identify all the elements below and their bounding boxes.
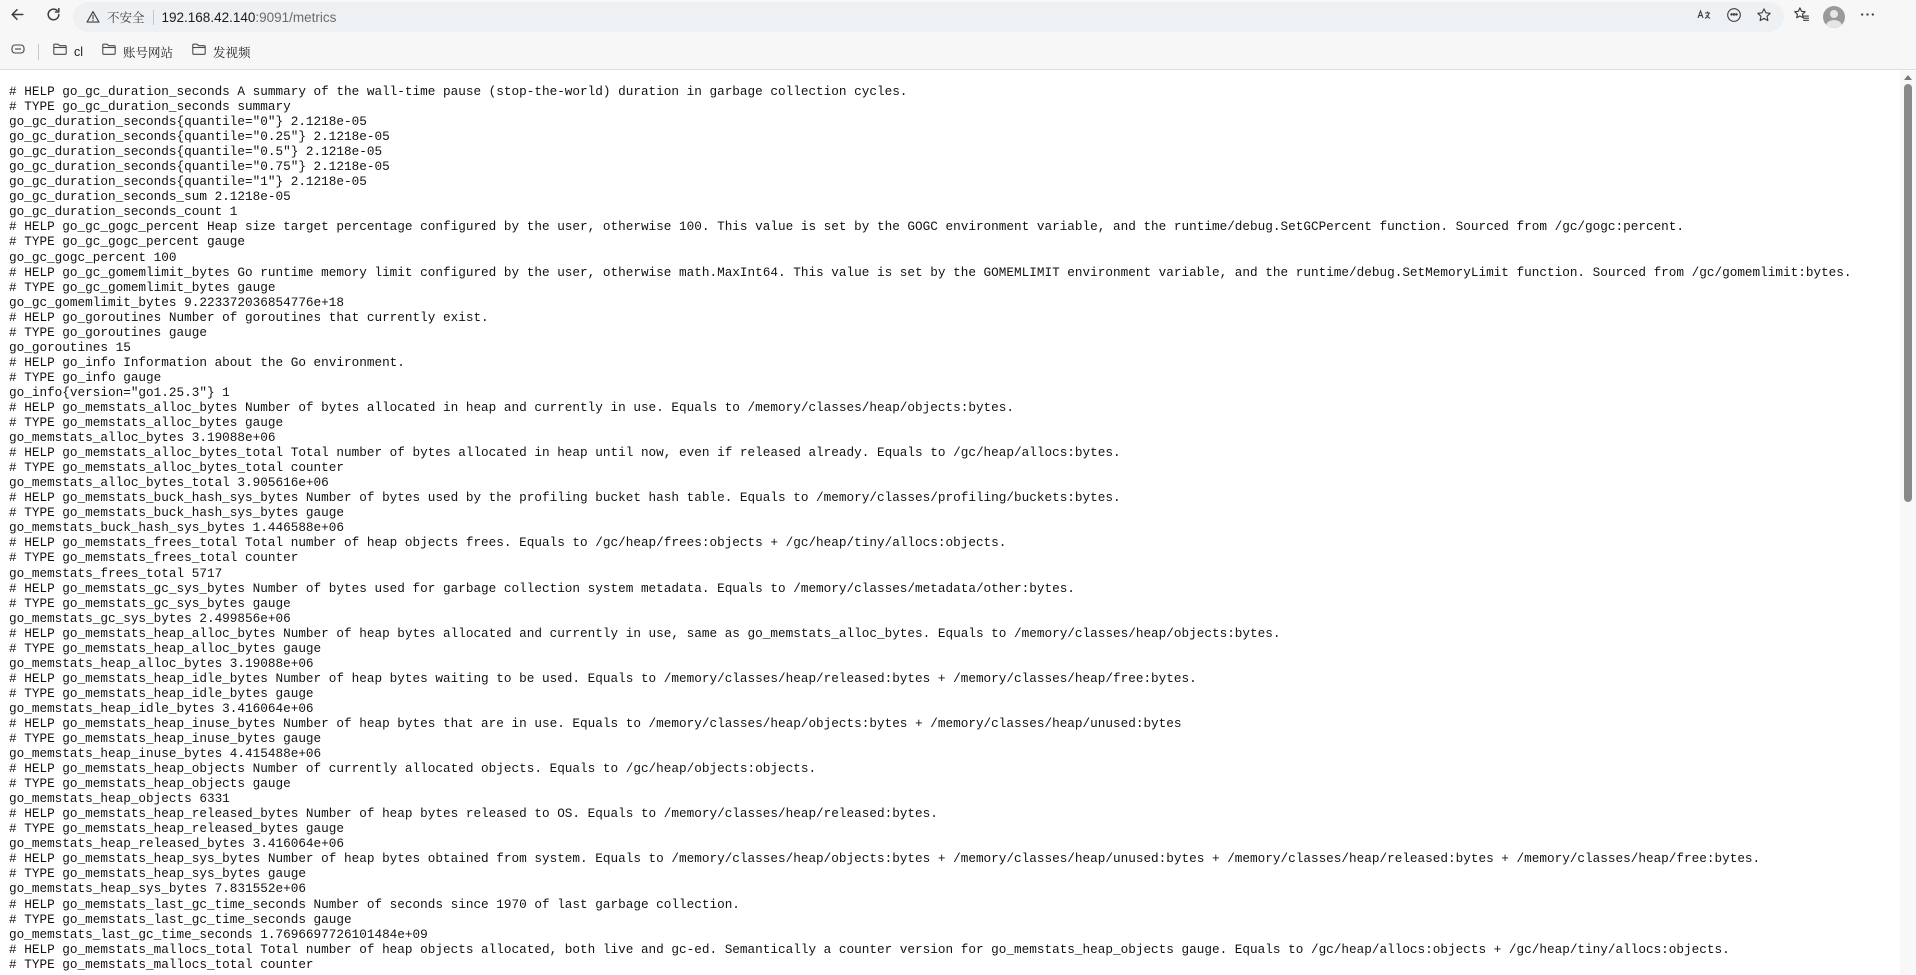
address-divider [153, 10, 154, 25]
metric-line: # TYPE go_memstats_heap_sys_bytes gauge [9, 866, 306, 882]
metric-line: # TYPE go_memstats_frees_total counter [9, 550, 299, 566]
bookmark-cl[interactable] [48, 39, 91, 65]
metric-line: # HELP go_memstats_gc_sys_bytes Number of bytes used for garbage collection system metadata. Equals to /memory/classes/metadata/other:bytes. [9, 580, 1075, 596]
metric-line: go_memstats_gc_sys_bytes 2.499856e+06 [9, 610, 291, 626]
metric-line: # TYPE go_memstats_buck_hash_sys_bytes gauge [9, 505, 345, 521]
favorite-button[interactable] [1750, 3, 1778, 31]
metric-line: go_gc_duration_seconds{quantile="0"} 2.1218e-05 [9, 114, 367, 130]
metric-line: # HELP go_memstats_heap_alloc_bytes Number of heap bytes allocated and currently in use, same as go_memstats_alloc_bytes. Equals to /memory/classes/heap/objects:bytes. [9, 625, 1281, 641]
metric-line: go_memstats_heap_inuse_bytes 4.415488e+06 [9, 746, 322, 762]
read-aloud-icon [1696, 7, 1712, 28]
metrics-text [9, 84, 1900, 972]
metric-line: # HELP go_memstats_alloc_bytes Number of bytes allocated in heap and currently in use. Equals to /memory/classes/heap/objects:bytes. [9, 399, 1015, 415]
back-button[interactable] [2, 2, 32, 32]
metric-line: # HELP go_gc_gogc_percent Heap size target percentage configured by the user, otherwise 100. This value is set by the GOGC environment variable, and the runtime/debug.SetGCPercent function. Sourced from /gc/gogc:percent. [9, 219, 1685, 235]
scroll-up-arrow-icon[interactable] [1904, 75, 1912, 80]
metric-line: go_gc_gomemlimit_bytes 9.223372036854776e+18 [9, 294, 345, 310]
favorites-icon [1793, 6, 1810, 28]
toolbar-right [1786, 2, 1882, 32]
metric-line: # HELP go_memstats_heap_released_bytes Number of heap bytes released to OS. Equals to /memory/classes/heap/released:bytes. [9, 806, 938, 822]
metric-line: # TYPE go_gc_duration_seconds summary [9, 99, 291, 115]
metric-line: # TYPE go_info gauge [9, 369, 162, 385]
browser-toolbar [0, 0, 1916, 34]
metric-line: # TYPE go_memstats_alloc_bytes gauge [9, 415, 284, 431]
apps-button[interactable] [8, 42, 28, 62]
favorites-button[interactable] [1786, 2, 1816, 32]
metric-line: # TYPE go_memstats_heap_released_bytes gauge [9, 821, 345, 837]
metric-line: # HELP go_memstats_alloc_bytes_total Total number of bytes allocated in heap until now, even if released already. Equals to /gc/heap/allocs:bytes. [9, 445, 1121, 461]
url-path[interactable]: :9091/metrics [255, 9, 337, 25]
more-icon [1859, 6, 1876, 28]
metric-line: go_memstats_heap_objects 6331 [9, 791, 230, 807]
folder-icon [101, 41, 123, 62]
star-icon [1756, 7, 1772, 28]
profile-avatar[interactable] [1823, 6, 1845, 28]
metric-line: go_memstats_heap_released_bytes 3.416064e+06 [9, 836, 345, 852]
metric-line: # TYPE go_memstats_alloc_bytes_total counter [9, 460, 345, 476]
metric-line: # HELP go_memstats_heap_sys_bytes Number of heap bytes obtained from system. Equals to /memory/classes/heap/objects:bytes + /memory/classes/heap/unused:bytes + /memory/classes/heap/released:bytes + /memory/classes/heap/free:bytes. [9, 851, 1761, 867]
metric-line: # TYPE go_memstats_heap_idle_bytes gauge [9, 685, 314, 701]
page-content [0, 71, 1900, 975]
bookmarks-bar [0, 34, 1916, 70]
metric-line: go_gc_duration_seconds{quantile="1"} 2.1218e-05 [9, 174, 367, 190]
metric-line: go_memstats_frees_total 5717 [9, 565, 223, 581]
metric-line: # HELP go_memstats_mallocs_total Total number of heap objects allocated, both live and gc-ed. Semantically a counter version for go_memstats_heap_objects gauge. Equals to /gc/heap/allocs:objects + /gc/heap/tiny/allocs:objects. [9, 941, 1730, 957]
metric-line: go_gc_duration_seconds{quantile="0.75"} 2.1218e-05 [9, 159, 390, 175]
metric-line: go_memstats_alloc_bytes 3.19088e+06 [9, 430, 276, 446]
metric-line: go_memstats_heap_alloc_bytes 3.19088e+06 [9, 655, 314, 671]
metric-line: # HELP go_gc_duration_seconds A summary of the wall-time pause (stop-the-world) duration in garbage collection cycles. [9, 84, 908, 99]
security-label[interactable]: 不安全 [107, 11, 145, 25]
bookmark-account-sites[interactable] [97, 39, 181, 65]
bookmark-label: cl [74, 44, 84, 59]
bookmark-post-video[interactable] [187, 39, 259, 65]
metric-line: go_memstats_heap_sys_bytes 7.831552e+06 [9, 881, 306, 897]
metric-line: # TYPE go_memstats_mallocs_total counter [9, 956, 314, 972]
metric-line: # TYPE go_memstats_heap_objects gauge [9, 776, 291, 792]
bookmark-label: 发视频 [213, 45, 251, 60]
address-bar[interactable] [73, 2, 1784, 32]
metric-line: # TYPE go_memstats_gc_sys_bytes gauge [9, 595, 291, 611]
settings-menu-button[interactable] [1852, 2, 1882, 32]
warning-icon[interactable] [85, 9, 101, 25]
metric-line: # TYPE go_memstats_last_gc_time_seconds gauge [9, 911, 352, 927]
metric-line: # HELP go_memstats_buck_hash_sys_bytes Number of bytes used by the profiling bucket hash table. Equals to /memory/classes/profiling/buckets:bytes. [9, 490, 1121, 506]
folder-icon [191, 41, 213, 62]
metric-line: go_gc_duration_seconds{quantile="0.5"} 2.1218e-05 [9, 144, 383, 160]
metric-line: # HELP go_memstats_frees_total Total number of heap objects frees. Equals to /gc/heap/frees:objects + /gc/heap/tiny/allocs:objects. [9, 535, 1007, 551]
metric-line: # TYPE go_memstats_heap_alloc_bytes gauge [9, 640, 322, 656]
metric-line: # HELP go_memstats_heap_inuse_bytes Number of heap bytes that are in use. Equals to /memory/classes/heap/objects:bytes + /memory/classes/heap/unused:bytes [9, 715, 1182, 731]
vertical-scrollbar[interactable] [1900, 71, 1916, 975]
smile-icon [1726, 7, 1742, 28]
metric-line: # HELP go_memstats_last_gc_time_seconds Number of seconds since 1970 of last garbage collection. [9, 896, 740, 912]
url-host[interactable]: 192.168.42.140 [161, 9, 256, 25]
metric-line: go_goroutines 15 [9, 339, 131, 355]
metric-line: # TYPE go_gc_gogc_percent gauge [9, 234, 246, 250]
apps-icon [10, 41, 26, 62]
metric-line: go_gc_gogc_percent 100 [9, 249, 177, 265]
metric-line: go_memstats_buck_hash_sys_bytes 1.446588e+06 [9, 520, 345, 536]
metric-line: # HELP go_gc_gomemlimit_bytes Go runtime memory limit configured by the user, otherwise math.MaxInt64. This value is set by the GOMEMLIMIT environment variable, and the runtime/debug.SetMemoryLimit function. Sourced from /gc/gomemlimit:bytes. [9, 264, 1852, 280]
metric-line: go_memstats_alloc_bytes_total 3.905616e+06 [9, 475, 329, 491]
folder-icon [52, 41, 74, 62]
metric-line: go_info{version="go1.25.3"} 1 [9, 384, 230, 400]
bookmarks-divider [38, 44, 39, 60]
metric-line: go_memstats_last_gc_time_seconds 1.7696697726101484e+09 [9, 926, 428, 942]
address-bar-actions [1690, 2, 1778, 32]
metric-line: go_gc_duration_seconds_count 1 [9, 204, 238, 220]
metric-line: go_gc_duration_seconds_sum 2.1218e-05 [9, 189, 291, 205]
back-arrow-icon [9, 6, 26, 28]
metric-line: # HELP go_goroutines Number of goroutines that currently exist. [9, 309, 489, 325]
extensions-button[interactable] [1720, 3, 1748, 31]
metric-line: # HELP go_memstats_heap_objects Number of currently allocated objects. Equals to /gc/heap/objects:objects. [9, 761, 817, 777]
bookmark-label: 账号网站 [123, 45, 174, 60]
metric-line: # HELP go_info Information about the Go environment. [9, 354, 405, 370]
metric-line: # TYPE go_memstats_heap_inuse_bytes gauge [9, 731, 322, 747]
read-aloud-button[interactable] [1690, 3, 1718, 31]
metric-line: # TYPE go_gc_gomemlimit_bytes gauge [9, 279, 276, 295]
reload-button[interactable] [38, 2, 68, 32]
metric-line: go_gc_duration_seconds{quantile="0.25"} 2.1218e-05 [9, 129, 390, 145]
metric-line: go_memstats_heap_idle_bytes 3.416064e+06 [9, 700, 314, 716]
scrollbar-thumb[interactable] [1904, 84, 1912, 502]
reload-icon [45, 6, 62, 28]
metric-line: # TYPE go_goroutines gauge [9, 324, 207, 340]
metric-line: # HELP go_memstats_heap_idle_bytes Number of heap bytes waiting to be used. Equals to /memory/classes/heap/released:bytes + /memory/classes/heap/free:bytes. [9, 670, 1197, 686]
